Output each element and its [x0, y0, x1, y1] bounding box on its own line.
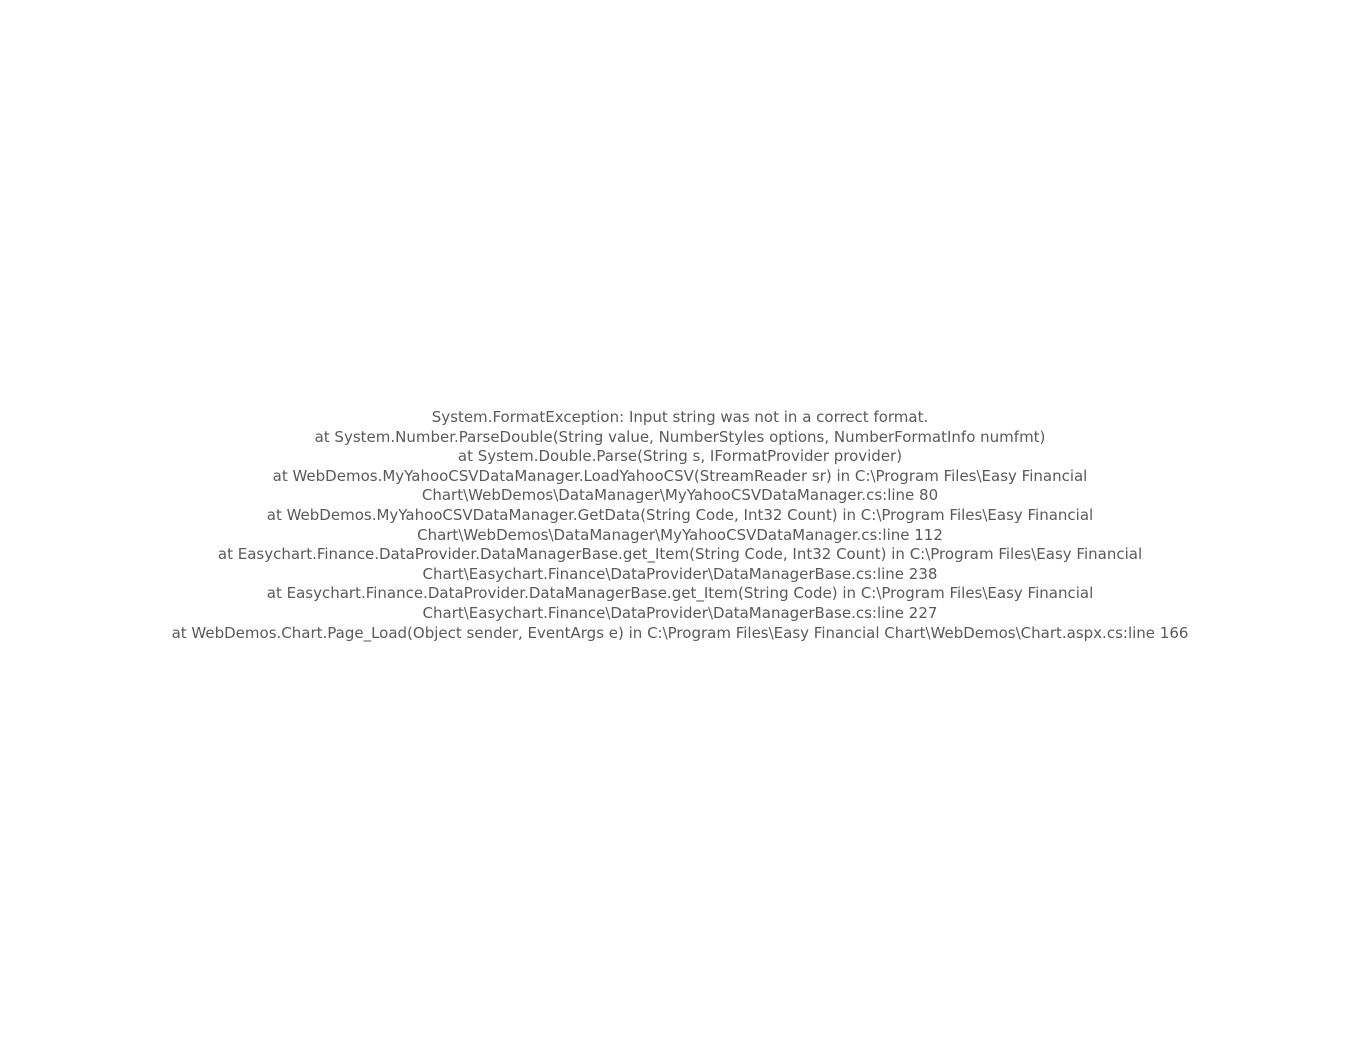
stack-trace-line: at WebDemos.Chart.Page_Load(Object sender, EventArgs e) in C:\Program Files\Easy Financial Chart\WebDemos\Chart.aspx.cs:line 166: [171, 623, 1189, 642]
stack-trace-line: at WebDemos.MyYahooCSVDataManager.LoadYahooCSV(StreamReader sr) in C:\Program Files\Easy Financial Chart\WebDemos\DataManager\MyYahooCSVDataManager.cs:line 80: [272, 466, 1088, 505]
stack-trace-line: at System.Double.Parse(String s, IFormatProvider provider): [457, 447, 903, 466]
stack-trace-line: at Easychart.Finance.DataProvider.DataManagerBase.get_Item(String Code) in C:\Program Files\Easy Financial Chart\Easychart.Finance\DataProvider\DataManagerBase.cs:line 227: [266, 584, 1094, 622]
stack-trace-line: at WebDemos.MyYahooCSVDataManager.GetData(String Code, Int32 Count) in C:\Program Files\Easy Financial Chart\WebDemos\DataManager\MyYahooCSVDataManager.cs:line 112: [266, 505, 1094, 544]
stack-trace-line: System.FormatException: Input string was not in a correct format.: [431, 408, 929, 426]
exception-stack-trace: [0, 408, 1360, 643]
stack-trace-line: at Easychart.Finance.DataProvider.DataManagerBase.get_Item(String Code, Int32 Count) in C:\Program Files\Easy Financial Chart\Easychart.Finance\DataProvider\DataManagerBase.cs:line 238: [217, 545, 1143, 583]
stack-trace-line: at System.Number.ParseDouble(String value, NumberStyles options, NumberFormatInfo numfmt): [314, 427, 1046, 446]
